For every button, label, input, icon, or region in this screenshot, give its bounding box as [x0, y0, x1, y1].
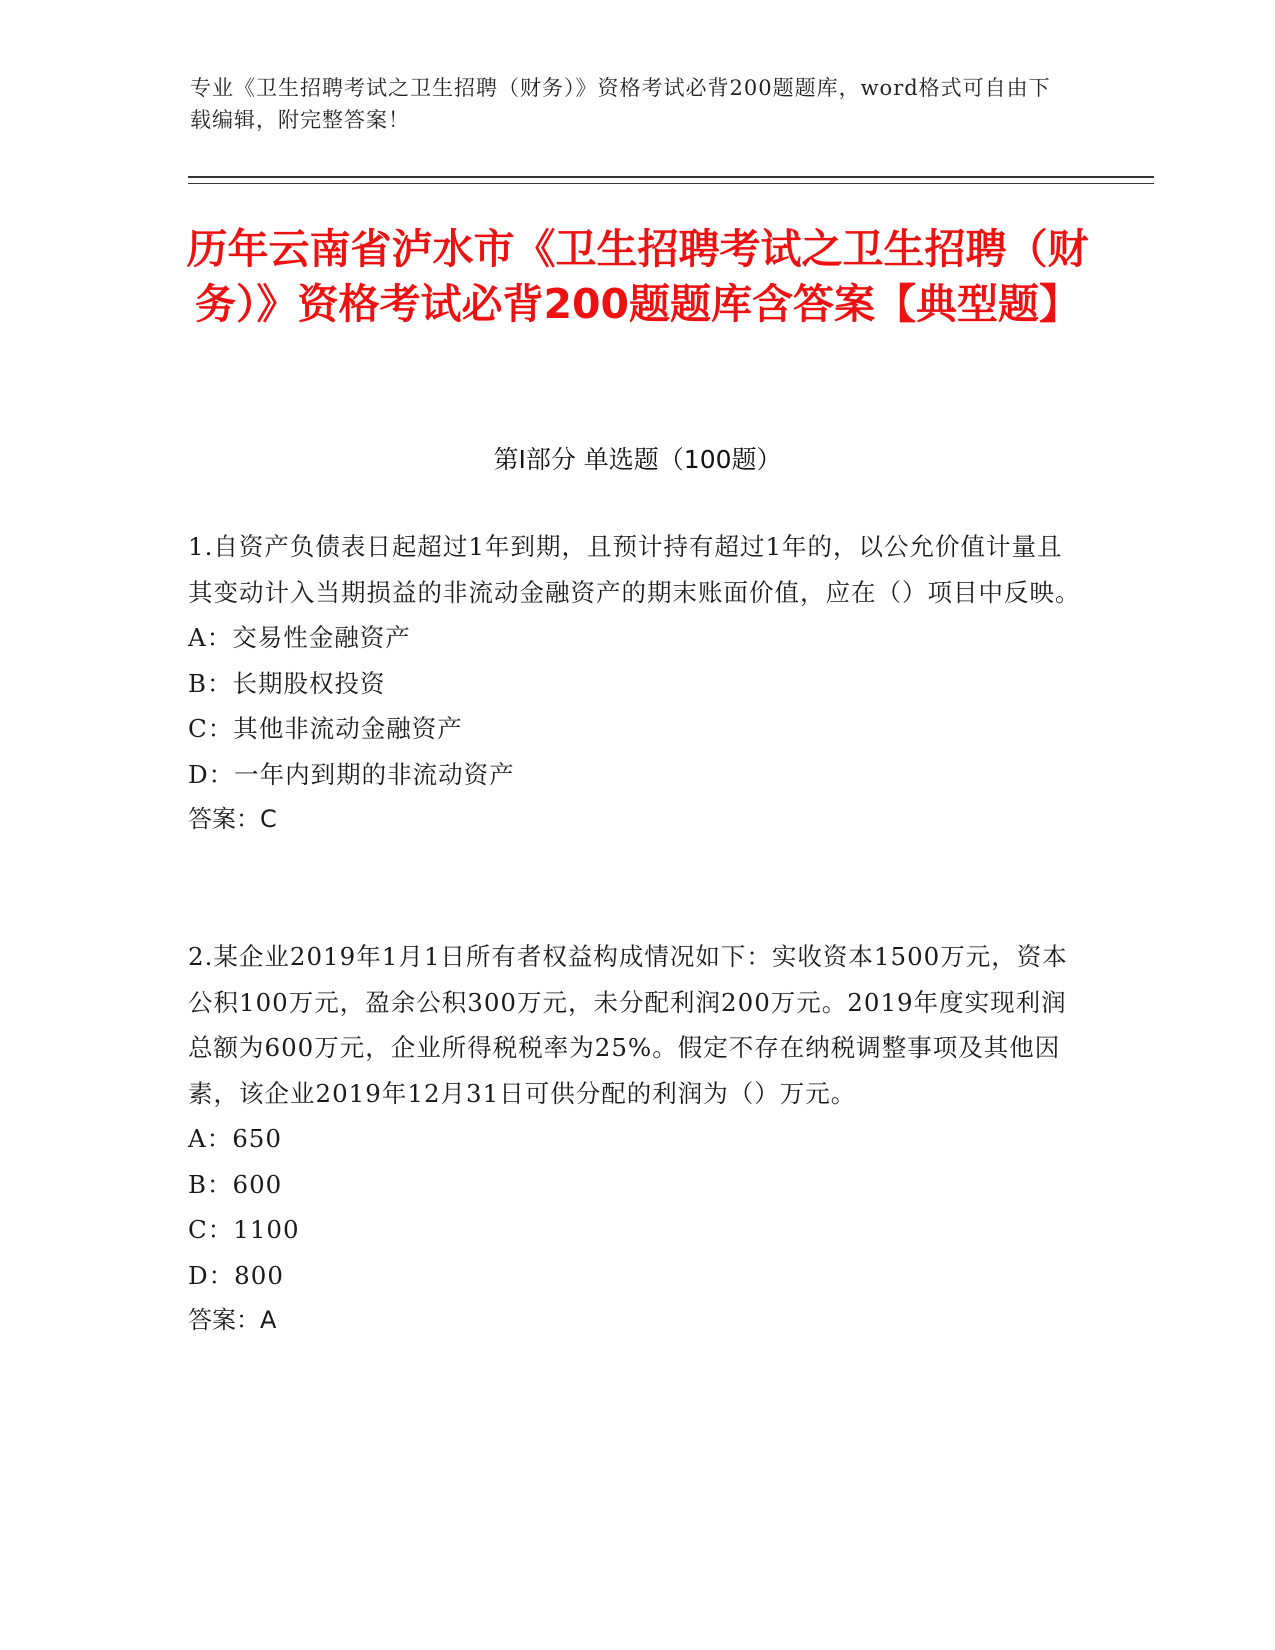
document-title: 历年云南省泸水市《卫生招聘考试之卫生招聘（财务）》资格考试必背200题题库含答案【典型题】 [186, 225, 1089, 328]
header-divider-thin [188, 183, 1154, 184]
answer: 答案：A [188, 1306, 277, 1334]
option-d: D：800 [188, 1260, 284, 1290]
option-d: D：一年内到期的非流动资产 [188, 759, 515, 789]
option-b: B：长期股权投资 [188, 668, 386, 698]
option-a: A：交易性金融资产 [188, 623, 411, 652]
header-note: 专业《卫生招聘考试之卫生招聘（财务）》资格考试必背200题题库，word格式可自由下载编辑，附完整答案！ [190, 76, 1051, 132]
answer: 答案：C [188, 805, 277, 833]
option-c: C：1100 [188, 1215, 300, 1244]
section-title: 第Ⅰ部分 单选题（100题） [493, 445, 782, 474]
option-c: C：其他非流动金融资产 [188, 714, 463, 743]
question-2 [188, 934, 1083, 1344]
question-1 [188, 524, 1083, 843]
header-divider [188, 176, 1154, 178]
option-b: B：600 [188, 1169, 283, 1199]
question-stem: 2.某企业2019年1月1日所有者权益构成情况如下：实收资本1500万元，资本公积100万元，盈余公积300万元，未分配利润200万元。2019年度实现利润总额为600万元，企业所得税税率为25%。假定不存在纳税调整事项及其他因素，该企业2019年12月31日可供分配的利润为（）万元。 [188, 942, 1068, 1108]
question-stem: 1.自资产负债表日起超过1年到期，且预计持有超过1年的，以公允价值计量且其变动计入当期损益的非流动金融资产的期末账面价值，应在（）项目中反映。 [188, 532, 1081, 607]
option-a: A：650 [188, 1124, 282, 1153]
